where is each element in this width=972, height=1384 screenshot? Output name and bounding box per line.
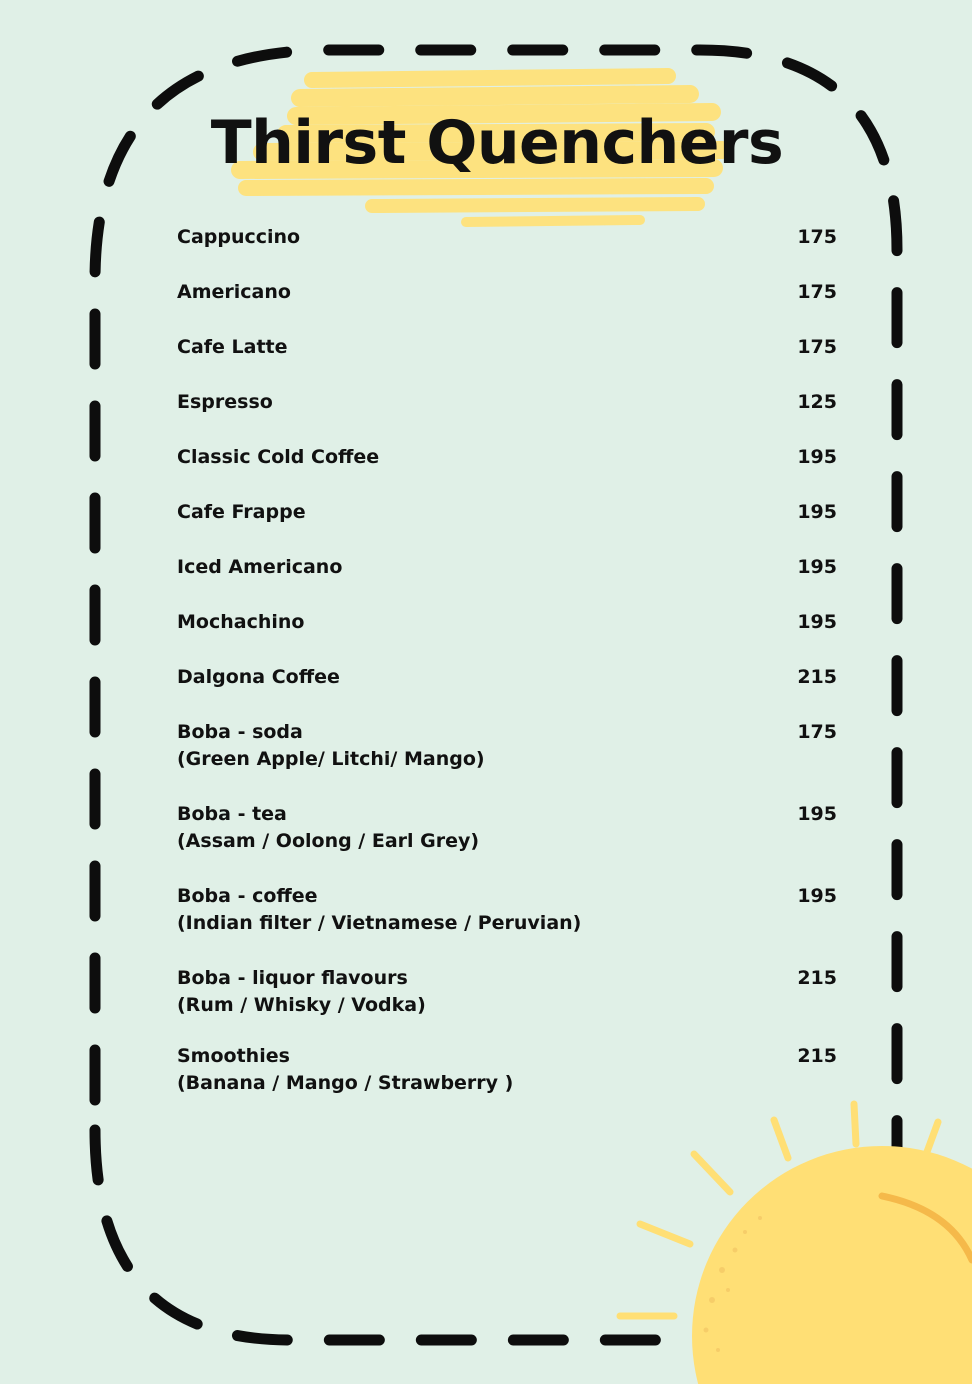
menu-item-dalgona-coffee [177,664,837,719]
item-price: 125 [797,391,837,413]
menu-item-cappuccino [177,224,837,279]
item-name: Boba - liquor flavours [177,967,408,989]
item-name: Boba - soda [177,721,303,743]
item-price: 175 [797,721,837,743]
menu-item-iced-americano [177,554,837,609]
item-name: Americano [177,281,291,303]
menu-item-boba-tea [177,801,837,883]
item-price: 175 [797,226,837,248]
item-options: (Assam / Oolong / Earl Grey) [177,830,480,852]
item-name: Classic Cold Coffee [177,446,380,468]
item-price: 195 [797,611,837,633]
item-name: Boba - coffee [177,885,318,907]
item-name: Smoothies [177,1045,290,1067]
item-price: 215 [797,1045,837,1067]
item-price: 175 [797,281,837,303]
item-price: 215 [797,666,837,688]
item-options: (Banana / Mango / Strawberry ) [177,1072,514,1094]
menu-item-espresso [177,389,837,444]
menu-item-boba-coffee [177,883,837,965]
item-name: Cafe Latte [177,336,288,358]
item-price: 195 [797,501,837,523]
menu-item-boba-liquor-flavours [177,965,837,1043]
menu-item-classic-cold-coffee [177,444,837,499]
menu-item-americano [177,279,837,334]
item-price: 175 [797,336,837,358]
item-price: 195 [797,885,837,907]
menu-list [177,224,837,1103]
menu-item-cafe-latte [177,334,837,389]
menu-item-cafe-frappe [177,499,837,554]
item-name: Cafe Frappe [177,501,306,523]
item-price: 195 [797,446,837,468]
item-price: 195 [797,803,837,825]
item-price: 195 [797,556,837,578]
item-options: (Indian filter / Vietnamese / Peruvian) [177,912,582,934]
item-name: Mochachino [177,611,305,633]
menu-item-boba-soda [177,719,837,801]
item-options: (Green Apple/ Litchi/ Mango) [177,748,485,770]
item-price: 215 [797,967,837,989]
item-name: Cappuccino [177,226,301,248]
menu-item-mochachino [177,609,837,664]
item-name: Boba - tea [177,803,287,825]
item-options: (Rum / Whisky / Vodka) [177,994,426,1016]
menu-item-smoothies [177,1043,837,1103]
menu-title: Thirst Quenchers [210,108,784,178]
item-name: Espresso [177,391,273,413]
item-name: Iced Americano [177,556,343,578]
item-name: Dalgona Coffee [177,666,340,688]
